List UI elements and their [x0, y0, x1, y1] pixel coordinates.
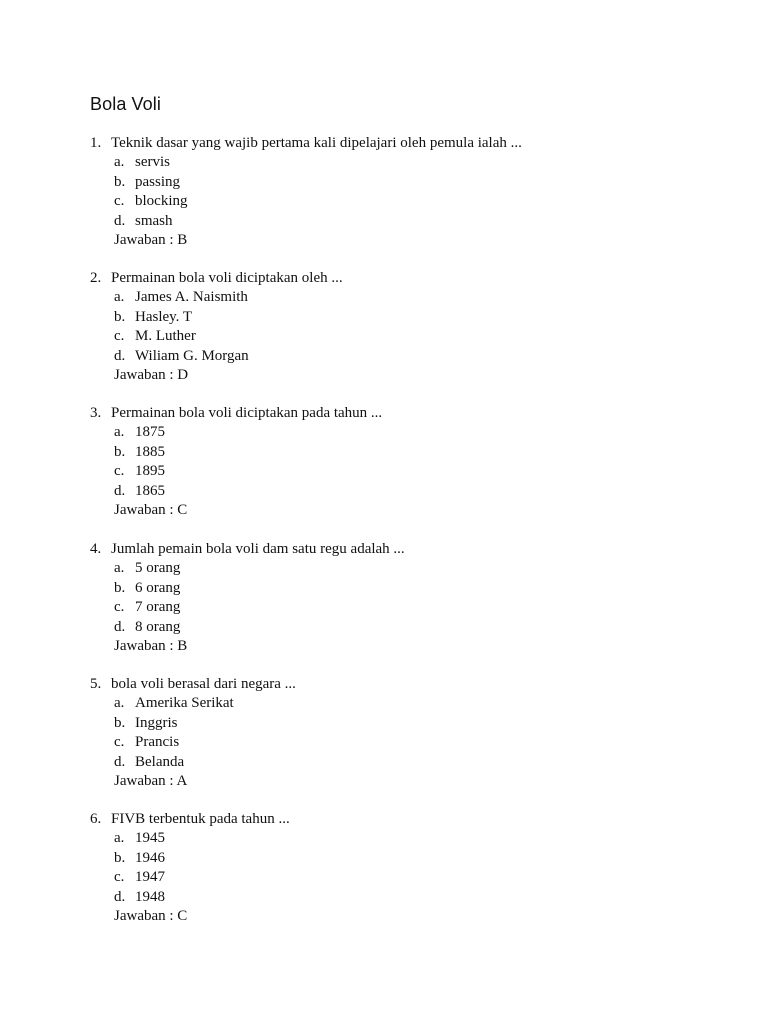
question-label: Permainan bola voli diciptakan pada tahun ... [111, 405, 383, 421]
option-letter: c. [114, 328, 125, 345]
question-number: 1. [90, 135, 102, 151]
option-letter: a. [114, 154, 125, 171]
option-text: 1875 [135, 424, 165, 441]
option-d [90, 618, 730, 637]
option-letter: c. [114, 599, 125, 616]
answer-key: Jawaban : B [114, 232, 188, 249]
option-text: Wiliam G. Morgan [135, 347, 249, 364]
option-text: Belanda [135, 753, 185, 770]
option-text: 1895 [135, 463, 165, 480]
option-text: 1947 [135, 869, 165, 886]
option-b [90, 714, 730, 733]
question-text [90, 404, 730, 423]
option-letter: b. [114, 443, 126, 460]
option-text: 1885 [135, 443, 165, 460]
option-text: passing [135, 173, 180, 190]
option-text: 6 orang [135, 579, 181, 596]
option-letter: a. [114, 560, 125, 577]
option-text: 1865 [135, 482, 165, 499]
option-letter: a. [114, 424, 125, 441]
answer-key: Jawaban : D [114, 367, 189, 384]
option-text: James A. Naismith [135, 289, 248, 306]
option-d [90, 753, 730, 772]
option-text: servis [135, 154, 170, 171]
option-a [90, 423, 730, 442]
option-letter: d. [114, 212, 126, 229]
question-text [90, 675, 730, 694]
option-b [90, 849, 730, 868]
question-item [90, 675, 730, 791]
question-text [90, 540, 730, 559]
question-label: Teknik dasar yang wajib pertama kali dipelajari oleh pemula ialah ... [111, 135, 522, 151]
option-text: 8 orang [135, 618, 181, 635]
option-letter: d. [114, 482, 126, 499]
option-letter: b. [114, 173, 126, 190]
page-title: Bola Voli [90, 94, 161, 114]
question-text [90, 810, 730, 829]
option-letter: c. [114, 734, 125, 751]
answer-key: Jawaban : B [114, 638, 188, 655]
option-letter: c. [114, 193, 125, 210]
question-item [90, 810, 730, 926]
option-text: 1945 [135, 830, 165, 847]
question-label: Permainan bola voli diciptakan oleh ... [111, 270, 343, 286]
question-item [90, 404, 730, 520]
option-letter: a. [114, 830, 125, 847]
question-number: 6. [90, 811, 102, 827]
option-text: M. Luther [135, 328, 196, 345]
question-number: 5. [90, 676, 102, 692]
option-letter: d. [114, 618, 126, 635]
option-text: blocking [135, 193, 188, 210]
question-number: 3. [90, 405, 102, 421]
option-text: Hasley. T [135, 308, 193, 325]
option-a [90, 559, 730, 578]
answer-key: Jawaban : C [114, 502, 188, 519]
question-number: 4. [90, 541, 102, 557]
option-letter: b. [114, 579, 126, 596]
option-letter: c. [114, 869, 125, 886]
option-c [90, 733, 730, 752]
option-c [90, 327, 730, 346]
option-text: smash [135, 212, 173, 229]
option-b [90, 443, 730, 462]
question-label: Jumlah pemain bola voli dam satu regu adalah ... [111, 541, 405, 557]
option-letter: d. [114, 753, 126, 770]
option-letter: b. [114, 849, 126, 866]
option-d [90, 888, 730, 907]
option-letter: a. [114, 289, 125, 306]
option-letter: b. [114, 714, 126, 731]
option-text: 7 orang [135, 599, 181, 616]
option-b [90, 579, 730, 598]
question-label: bola voli berasal dari negara ... [111, 676, 296, 692]
option-c [90, 598, 730, 617]
option-text: 5 orang [135, 560, 181, 577]
question-item [90, 269, 730, 385]
option-letter: c. [114, 463, 125, 480]
option-c [90, 868, 730, 887]
option-letter: d. [114, 888, 126, 905]
option-text: Inggris [135, 714, 178, 731]
option-text: Amerika Serikat [135, 695, 234, 712]
option-text: 1946 [135, 849, 165, 866]
question-item [90, 134, 730, 250]
option-d [90, 482, 730, 501]
option-d [90, 347, 730, 366]
option-b [90, 308, 730, 327]
option-a [90, 829, 730, 848]
option-d [90, 212, 730, 231]
option-text: 1948 [135, 888, 165, 905]
option-text: Prancis [135, 734, 180, 751]
option-letter: b. [114, 308, 126, 325]
option-a [90, 288, 730, 307]
option-a [90, 153, 730, 172]
question-text [90, 134, 730, 153]
option-b [90, 173, 730, 192]
answer-key: Jawaban : A [114, 773, 188, 790]
question-item [90, 540, 730, 656]
answer-key: Jawaban : C [114, 908, 188, 925]
question-text [90, 269, 730, 288]
question-label: FIVB terbentuk pada tahun ... [111, 811, 290, 827]
question-number: 2. [90, 270, 102, 286]
option-a [90, 694, 730, 713]
option-letter: a. [114, 695, 125, 712]
option-c [90, 192, 730, 211]
option-c [90, 462, 730, 481]
option-letter: d. [114, 347, 126, 364]
